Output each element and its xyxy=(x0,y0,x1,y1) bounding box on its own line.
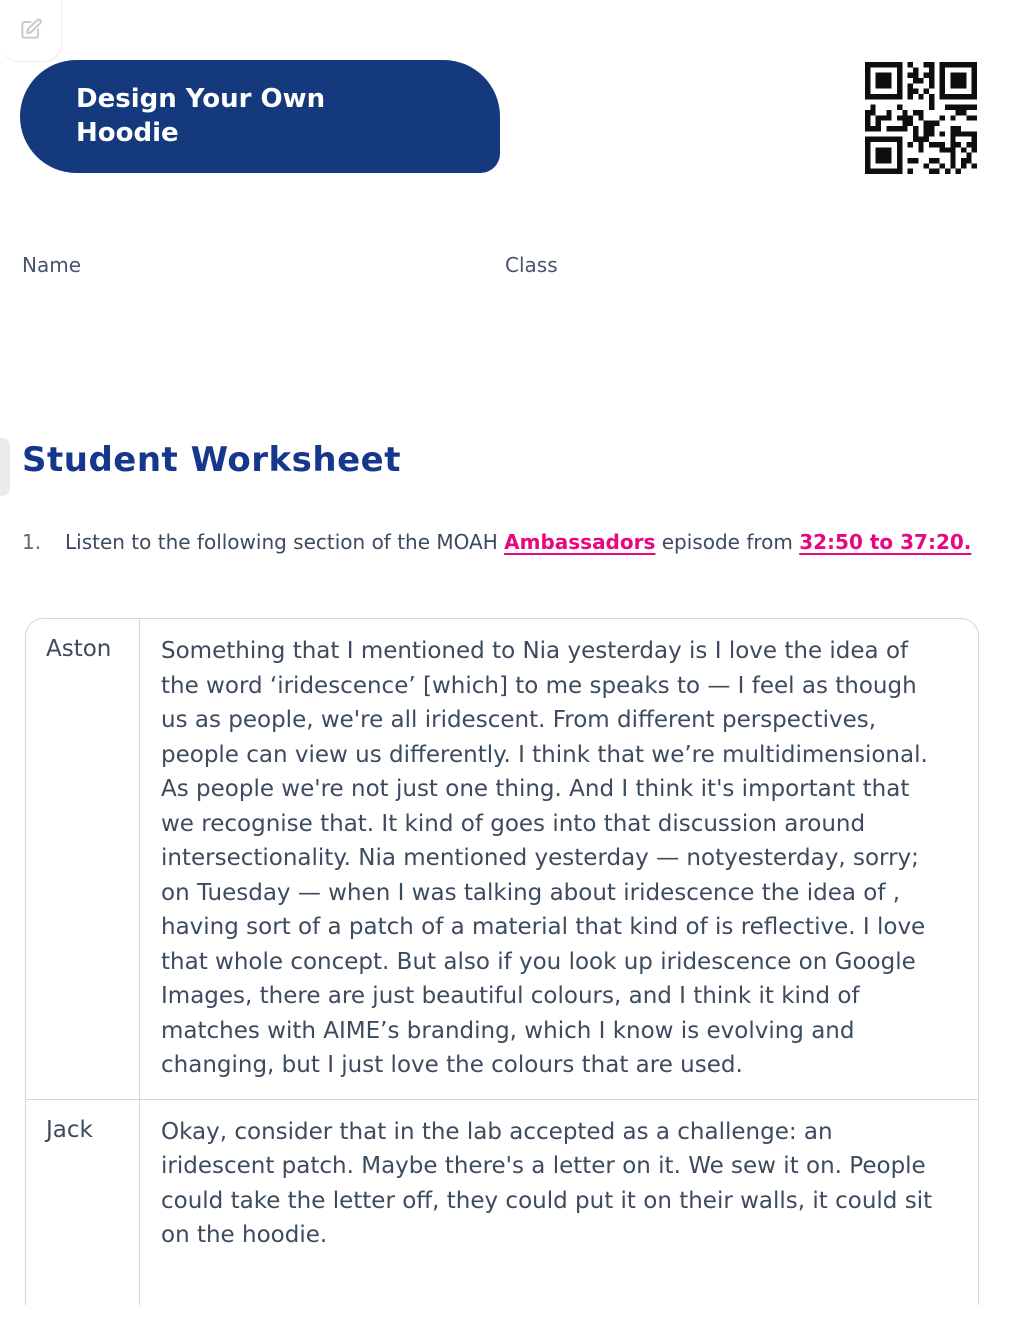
qr-code xyxy=(865,62,977,174)
speaker-cell: Jack xyxy=(26,1100,140,1306)
speaker-cell: Aston xyxy=(26,619,140,1099)
table-row-aston xyxy=(26,619,978,1099)
lesson-title-badge xyxy=(20,60,500,173)
lesson-title: Design Your Own Hoodie xyxy=(76,83,326,148)
instruction-text-part2: episode from xyxy=(655,530,800,554)
transcript-cell: Okay, consider that in the lab accepted as a challenge: an iridescent patch. Maybe there's a letter on it. We sew it on. People could take the letter off, they could put it on their walls, it could sit on the hoodie. xyxy=(161,1118,933,1248)
name-label: Name xyxy=(22,253,82,277)
ambassadors-link[interactable]: Ambassadors xyxy=(504,530,656,554)
table-row-jack xyxy=(26,1099,978,1306)
timestamp-link[interactable]: 32:50 to 37:20. xyxy=(799,530,972,554)
list-number: 1. xyxy=(22,530,42,554)
instruction-text xyxy=(65,524,971,560)
class-label: Class xyxy=(505,253,558,277)
instruction-item-1 xyxy=(22,524,972,560)
transcript-table xyxy=(25,618,979,1305)
edit-icon xyxy=(18,16,44,46)
edit-button[interactable] xyxy=(0,0,62,62)
transcript-cell: Something that I mentioned to Nia yesterday is I love the idea of the word ‘iridescence’ [which] to me speaks to — I feel as though us as people, we're all iridescent. From different perspectives, people can view us differently. I think that we’re multidimensional. As people we're not just one thing. And I think it's important that we recognise that. It kind of goes into that discussion around intersectionality. Nia mentioned yesterday — notyesterday, sorry; on Tuesday — when I was talking about iridescence the idea of , having sort of a patch of a material that kind of is reflective. I love that whole concept. But also if you look up iridescence on Google Images, there are just beautiful colours, and I think it kind of matches with AIME’s branding, which I know is evolving and changing, but I just love the colours that are used. xyxy=(161,638,928,1078)
page-title: Student Worksheet xyxy=(22,440,401,480)
instruction-text-part1: Listen to the following section of the MOAH xyxy=(65,530,505,554)
scroll-accent-pill xyxy=(0,438,10,496)
